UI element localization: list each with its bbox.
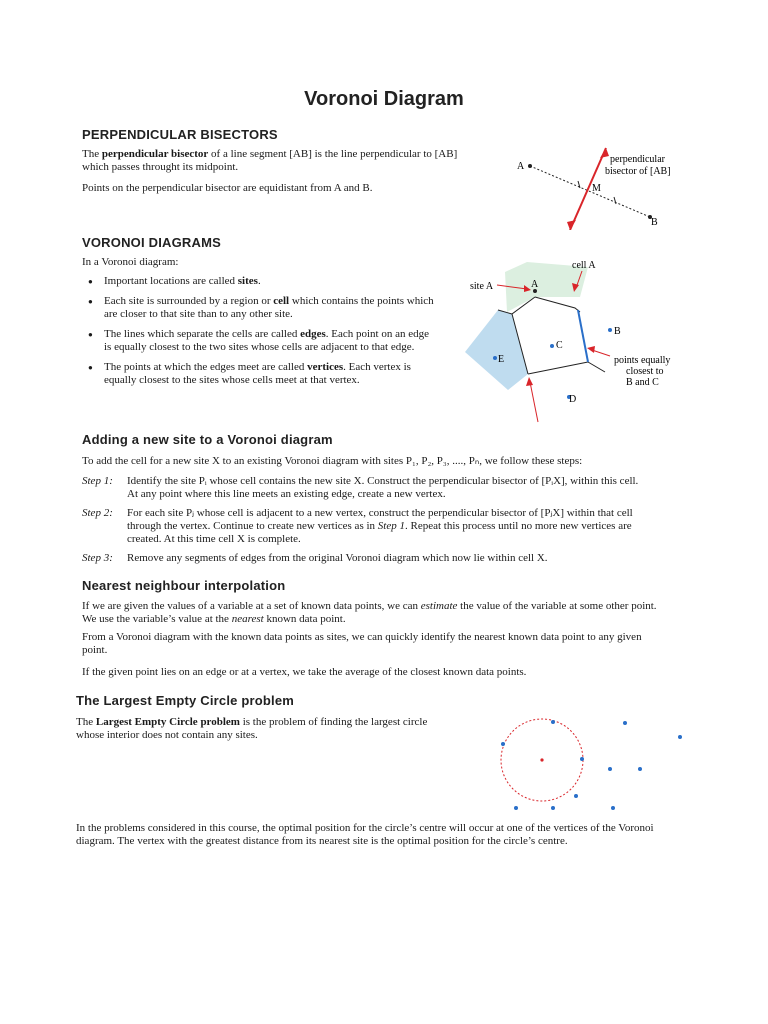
perp-definition: The perpendicular bisector of a line segment [AB] is the line perpendicular to [AB] which passes throught its midpoint.	[82, 148, 458, 173]
label-a: A	[517, 161, 525, 172]
adding-intro: To add the cell for a new site X to an existing Voronoi diagram with sites P₁, P₂, P₃, ...., Pₙ, we follow these steps:	[82, 455, 583, 467]
site-point	[501, 742, 505, 746]
label-d: D	[569, 394, 577, 405]
largest-paragraph-1: The Largest Empty Circle problem is the problem of finding the largest circle whose interior does not contain any sites.	[76, 716, 428, 741]
nearest-paragraph-2: From a Voronoi diagram with the known data points as sites, we can quickly identify the nearest known data point to any given point.	[82, 631, 642, 656]
site-point	[580, 757, 584, 761]
edge-bc	[578, 310, 588, 362]
site-point	[551, 720, 555, 724]
bisector-label-1: perpendicular	[610, 154, 665, 165]
site-point	[574, 794, 578, 798]
perp-equidistant-text: Points on the perpendicular bisector are equidistant from A and B.	[82, 182, 373, 194]
bullet-edges: ● The lines which separate the cells are called edges. Each point on an edge is equally closest to the two sites whose cells are adjacent to that edge.	[82, 328, 452, 354]
edge-bd	[588, 362, 605, 372]
voronoi-bullet-list	[82, 275, 452, 394]
page-title: Voronoi Diagram	[304, 88, 464, 110]
largest-paragraph-2: In the problems considered in this course, the optimal position for the circle’s centre will occur at one of the vertices of the Voronoi diagram. The vertex with the greatest distance from its nearest site is the optimal position for the circle’s centre.	[76, 822, 654, 847]
label-e: E	[498, 354, 505, 365]
site-point	[608, 767, 612, 771]
edge-ac	[535, 297, 580, 312]
voronoi-diagrams-heading: VORONOI DIAGRAMS	[82, 235, 221, 250]
largest-empty-circle-heading: The Largest Empty Circle problem	[76, 693, 295, 708]
arrowhead-vertex	[526, 377, 533, 386]
label-b: B	[651, 217, 658, 228]
cell-e-shading	[465, 310, 528, 390]
arrow-vertex	[530, 382, 538, 422]
label-cell-a: cell A	[572, 260, 596, 271]
tick-mark-2	[614, 197, 616, 204]
nearest-paragraph-3: If the given point lies on an edge or at a vertex, we take the average of the closest known data points.	[82, 666, 527, 678]
arrowhead-equally-closest	[587, 346, 595, 353]
bullet-cells: ● Each site is surrounded by a region or cell which contains the points which are closer to that site than to any other site.	[82, 295, 452, 321]
circle-centre	[540, 758, 543, 761]
label-site-a: A	[531, 279, 539, 290]
site-point	[514, 806, 518, 810]
step-3-text: Remove any segments of edges from the original Voronoi diagram which now lie within cell X.	[127, 552, 548, 564]
site-point	[611, 806, 615, 810]
point-a	[528, 164, 532, 168]
step-1-label: Step 1:	[82, 475, 113, 487]
nearest-paragraph-1: If we are given the values of a variable at a set of known data points, we can estimate the value of the variable at some other point. We use the variable’s value at the nearest known data point.	[82, 600, 657, 625]
nearest-neighbour-heading: Nearest neighbour interpolation	[82, 578, 286, 593]
label-m: M	[592, 183, 601, 194]
bullet-sites: ● Important locations are called sites.	[82, 275, 452, 288]
step-3-label: Step 3:	[82, 552, 113, 564]
label-eq-3: B and C	[626, 377, 659, 388]
site-point	[678, 735, 682, 739]
perpendicular-bisectors-heading: PERPENDICULAR BISECTORS	[82, 127, 278, 142]
edge-cd	[528, 362, 588, 374]
adding-site-heading: Adding a new site to a Voronoi diagram	[82, 432, 333, 447]
label-eq-2: closest to	[626, 366, 664, 377]
bisector-label-2: bisector of [AB]	[605, 166, 671, 177]
arrow-equally-closest	[592, 350, 610, 356]
step-2-text: For each site Pⱼ whose cell is adjacent to a new vertex, construct the perpendicular bisector of [PⱼX] within that cell through the vertex. Continue to create new vertices as in Step 1. Repeat this process until no more new vertices are created. At this time cell X is complete.	[127, 507, 633, 545]
label-eq-1: points equally	[614, 355, 671, 366]
site-point	[638, 767, 642, 771]
step-1-text: Identify the site Pᵢ whose cell contains the new site X. Construct the perpendicular bisector of [PᵢX], within this cell. At any point where this line meets an existing edge, create a new vertex.	[127, 475, 639, 500]
site-point	[623, 721, 627, 725]
voronoi-intro: In a Voronoi diagram:	[82, 256, 179, 268]
perpendicular-bisector-figure	[510, 138, 690, 230]
label-c: C	[556, 340, 563, 351]
label-site-a-caption: site A	[470, 281, 494, 292]
voronoi-figure	[460, 252, 690, 432]
site-b	[608, 328, 612, 332]
site-e	[493, 356, 497, 360]
site-c	[550, 344, 554, 348]
step-2-label: Step 2:	[82, 507, 113, 519]
largest-empty-circle-figure	[490, 710, 690, 815]
bullet-vertices: ● The points at which the edges meet are called vertices. Each vertex is equally closest to the sites whose cells meet at that vertex.	[82, 361, 452, 387]
label-b: B	[614, 326, 621, 337]
site-point	[551, 806, 555, 810]
